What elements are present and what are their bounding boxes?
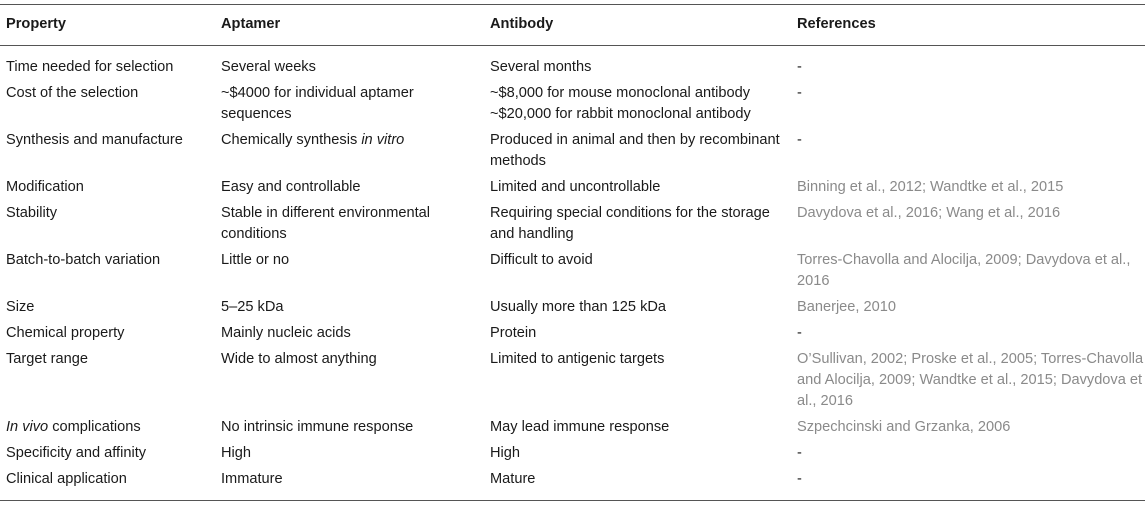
cell-aptamer: No intrinsic immune response	[221, 419, 414, 435]
cell-antibody: Protein	[490, 325, 537, 341]
cell-antibody: Produced in animal and then by recombinant methods	[490, 132, 780, 169]
cell-aptamer: 5–25 kDa	[221, 299, 284, 315]
cell-references[interactable]: Davydova et al., 2016; Wang et al., 2016	[797, 205, 1061, 221]
cell-aptamer: High	[221, 445, 252, 461]
aptamer-synthesis-text: Chemically synthesis	[221, 132, 362, 148]
table-body	[0, 46, 1145, 501]
header-property: Property	[0, 5, 215, 46]
cell-antibody: Usually more than 125 kDa	[490, 299, 667, 315]
antibody-cost-mouse: ~$8,000 for mouse monoclonal antibody	[490, 85, 751, 101]
cell-antibody: Mature	[484, 469, 791, 501]
cell-property: Specificity and affinity	[6, 445, 147, 461]
cell-references[interactable]: O’Sullivan, 2002; Proske et al., 2005; Torres-Chavolla and Alocilja, 2009; Wandtke et al., 2015; Davydova et al., 2016	[797, 351, 1144, 409]
cell-antibody	[484, 83, 791, 130]
cell-aptamer: Immature	[215, 469, 484, 501]
table-row	[0, 250, 1145, 297]
header-row	[0, 5, 1145, 46]
cell-property	[0, 417, 215, 443]
cell-antibody: Limited to antigenic targets	[490, 351, 665, 367]
table-row	[0, 349, 1145, 417]
cell-antibody: May lead immune response	[490, 419, 670, 435]
cell-property: Size	[6, 299, 35, 315]
aptamer-synthesis-italic: in vitro	[361, 132, 405, 148]
table-row	[0, 130, 1145, 177]
cell-references: -	[797, 445, 802, 461]
header-references: References	[791, 5, 1145, 46]
cell-aptamer: Several weeks	[221, 59, 316, 75]
cell-references: -	[797, 85, 802, 101]
table-row	[0, 469, 1145, 501]
cell-references: -	[791, 469, 1145, 501]
table-row	[0, 203, 1145, 250]
cell-antibody: High	[490, 445, 521, 461]
cell-references[interactable]: Banerjee, 2010	[797, 299, 896, 315]
antibody-cost-rabbit: ~$20,000 for rabbit monoclonal antibody	[490, 106, 751, 122]
table-row	[0, 83, 1145, 130]
property-text: complications	[48, 419, 141, 435]
cell-property: Batch-to-batch variation	[6, 252, 161, 268]
aptamer-antibody-comparison-table	[0, 4, 1145, 501]
cell-property: Modification	[6, 179, 84, 195]
cell-property: Target range	[6, 351, 88, 367]
cell-antibody: Limited and uncontrollable	[490, 179, 661, 195]
cell-references: -	[797, 325, 802, 341]
cell-references[interactable]: Torres-Chavolla and Alocilja, 2009; Davydova et al., 2016	[797, 252, 1131, 289]
table-row	[0, 443, 1145, 469]
cell-aptamer: ~$4000 for individual aptamer sequences	[221, 85, 414, 122]
cell-aptamer: Wide to almost anything	[221, 351, 377, 367]
cell-references[interactable]: Binning et al., 2012; Wandtke et al., 2015	[797, 179, 1064, 195]
cell-property: Chemical property	[6, 325, 125, 341]
cell-property: Time needed for selection	[6, 59, 174, 75]
cell-antibody: Requiring special conditions for the storage and handling	[490, 205, 770, 242]
cell-references: -	[797, 59, 802, 75]
cell-references[interactable]: Szpechcinski and Grzanka, 2006	[797, 419, 1011, 435]
cell-antibody: Difficult to avoid	[490, 252, 593, 268]
header-antibody: Antibody	[484, 5, 791, 46]
property-italic: In vivo	[6, 419, 49, 435]
cell-property: Cost of the selection	[6, 85, 139, 101]
cell-property: Synthesis and manufacture	[6, 132, 183, 148]
cell-property: Clinical application	[0, 469, 215, 501]
cell-aptamer: Stable in different environmental conditions	[221, 205, 431, 242]
cell-aptamer	[215, 130, 484, 177]
cell-aptamer: Easy and controllable	[221, 179, 361, 195]
cell-references: -	[797, 132, 802, 148]
cell-aptamer: Mainly nucleic acids	[221, 325, 351, 341]
table-row	[0, 323, 1145, 349]
table-row	[0, 297, 1145, 323]
header-aptamer: Aptamer	[215, 5, 484, 46]
table-row	[0, 417, 1145, 443]
cell-property: Stability	[6, 205, 58, 221]
table-header	[0, 5, 1145, 46]
cell-aptamer: Little or no	[221, 252, 290, 268]
cell-antibody: Several months	[490, 59, 592, 75]
table-row	[0, 46, 1145, 84]
table-row	[0, 177, 1145, 203]
